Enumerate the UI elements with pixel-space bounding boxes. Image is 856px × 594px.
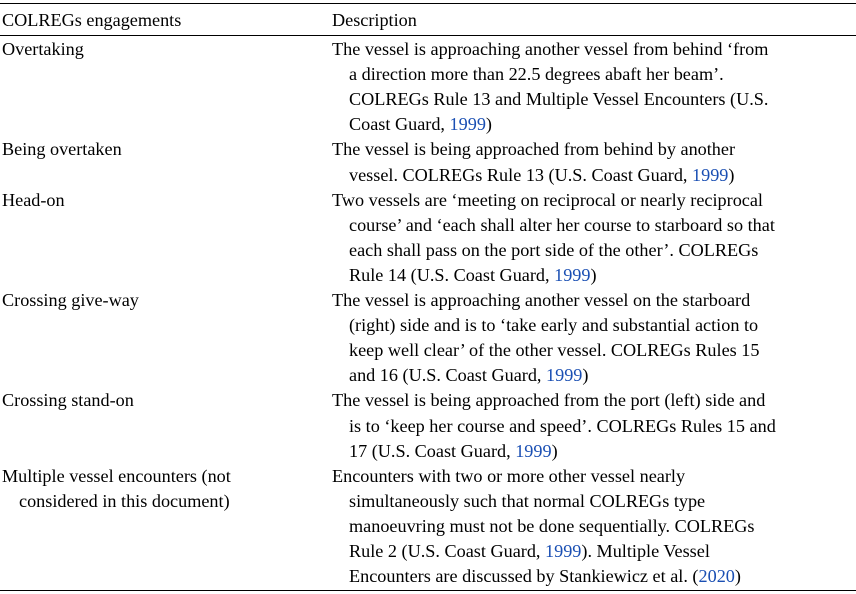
description-line (332, 439, 558, 464)
description-text: ) (551, 440, 558, 461)
description-text: ) (582, 365, 589, 386)
description-text: and 16 (U.S. Coast Guard, (349, 365, 547, 386)
description-line (332, 539, 710, 564)
engagement-cell: considered in this document) (19, 490, 230, 511)
citation-year-link[interactable]: 1999 (546, 365, 583, 386)
description-line (332, 213, 775, 238)
description-text: Coast Guard, (349, 114, 450, 135)
description-text: ). Multiple Vessel (581, 541, 710, 561)
table-bottom-rule (0, 590, 856, 591)
description-text: ) (485, 114, 492, 135)
engagement-cell: Overtaking (2, 39, 84, 59)
description-text: Encounters are discussed by Stankiewicz et al. ( (349, 566, 699, 587)
description-line (332, 363, 588, 388)
description-line (332, 263, 597, 288)
description-text: Encounters with two or more other vessel nearly (332, 465, 686, 486)
citation-year-link[interactable]: 1999 (515, 440, 552, 461)
header-engagements: COLREGs engagements (2, 10, 182, 30)
header-description: Description (332, 10, 417, 30)
description-line (332, 87, 768, 112)
citation-year-link[interactable]: 2020 (698, 566, 735, 587)
description-text: vessel. COLREGs Rule 13 (U.S. Coast Guard, (349, 164, 693, 185)
description-line (332, 112, 492, 137)
citation-year-link[interactable]: 1999 (545, 541, 582, 561)
description-text: ) (734, 566, 741, 587)
citation-year-link[interactable]: 1999 (449, 114, 486, 135)
engagement-cell: Multiple vessel encounters (not (2, 465, 231, 486)
description-text: The vessel is being approached from the port (left) side and (332, 390, 766, 411)
description-text: The vessel is being approached from behind by another (332, 139, 736, 160)
description-line (332, 514, 754, 539)
description-text: course’ and ‘each shall alter her course to starboard so that (349, 214, 775, 235)
description-text: ) (590, 264, 597, 285)
description-line (332, 338, 759, 363)
description-text: Rule 14 (U.S. Coast Guard, (349, 264, 555, 285)
citation-year-link[interactable]: 1999 (692, 164, 729, 185)
engagement-cell: Crossing give-way (2, 290, 139, 310)
description-text: COLREGs Rule 13 and Multiple Vessel Encounters (U.S. (349, 89, 769, 110)
description-line (332, 62, 724, 87)
engagement-cell: Being overtaken (2, 139, 122, 160)
engagement-cell: Crossing stand-on (2, 390, 134, 411)
description-text: (right) side and is to ‘take early and substantial action to (349, 315, 759, 336)
description-line (332, 288, 750, 313)
description-text: a direction more than 22.5 degrees abaft her beam’. (349, 64, 724, 85)
description-line (332, 188, 763, 213)
table-top-rule (0, 3, 856, 4)
description-line (332, 464, 685, 489)
engagement-cell: Head-on (2, 189, 65, 210)
description-text: is to ‘keep her course and speed’. COLREGs Rules 15 and (349, 415, 776, 436)
description-line (332, 489, 705, 514)
description-text: ) (728, 164, 735, 185)
description-line (332, 137, 735, 162)
citation-year-link[interactable]: 1999 (554, 264, 591, 285)
description-text: Two vessels are ‘meeting on reciprocal or nearly reciprocal (332, 189, 763, 210)
description-line (332, 37, 768, 62)
description-text: keep well clear’ of the other vessel. COLREGs Rules 15 (349, 340, 760, 361)
description-line (332, 564, 741, 589)
description-text: The vessel is approaching another vessel on the starboard (332, 290, 751, 310)
description-line (332, 388, 765, 413)
description-text: simultaneously such that normal COLREGs type (349, 490, 706, 511)
description-line (332, 414, 776, 439)
description-line (332, 238, 758, 263)
description-line (332, 163, 734, 188)
description-text: each shall pass on the port side of the other’. COLREGs (349, 239, 759, 260)
description-text: The vessel is approaching another vessel from behind ‘from (332, 39, 769, 59)
description-text: manoeuvring must not be done sequentially. COLREGs (349, 515, 755, 536)
table-header-rule (0, 35, 856, 36)
description-text: Rule 2 (U.S. Coast Guard, (349, 541, 546, 561)
description-text: 17 (U.S. Coast Guard, (349, 440, 516, 461)
description-line (332, 313, 758, 338)
